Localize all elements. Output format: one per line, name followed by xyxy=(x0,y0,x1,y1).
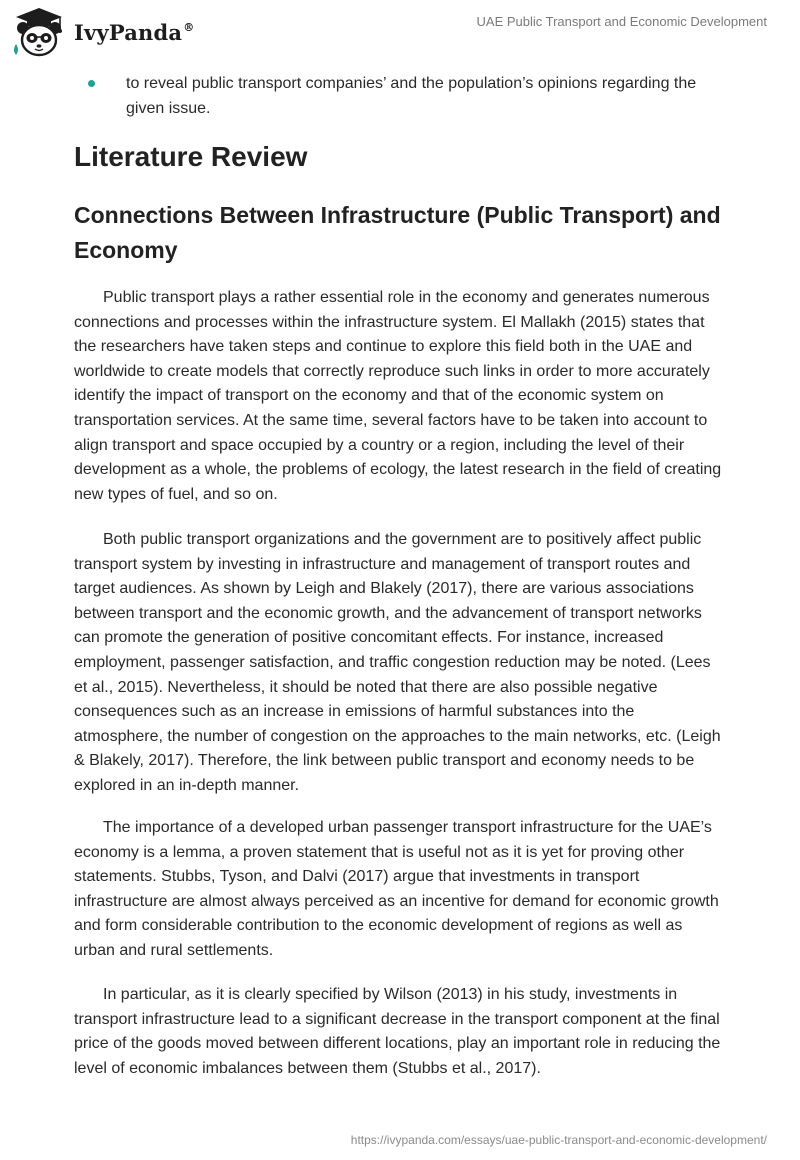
section-heading: Literature Review xyxy=(74,141,308,172)
source-url-link[interactable]: https://ivypanda.com/essays/uae-public-transport-and-economic-development/ xyxy=(350,1133,767,1147)
body-paragraph: Both public transport organizations and the government are to positively affect public transport system by investing in infrastructure and management of transport routes and target audiences. As shown by Leigh and Blakely (2017), there are various associations between transport and the economic growth, and the advancement of transport networks can promote the generation of positive concomitant effects. For instance, increased employment, passenger satisfaction, and traffic congestion reduction may be noted. (Lees et al., 2015). Nevertheless, it should be noted that there are also possible negative consequences such as an increase in emissions of harmful substances into the atmosphere, the number of congestion on the approaches to the main networks, etc. (Leigh & Blakely, 2017). Therefore, the link between public transport and economy needs to be explored in an in-depth manner. xyxy=(74,531,721,794)
page-header xyxy=(0,0,800,66)
list-item-text: to reveal public transport companies’ and the population’s opinions regarding the given issue. xyxy=(126,75,697,117)
panda-graduate-icon xyxy=(10,6,68,58)
ivypanda-logo[interactable] xyxy=(10,6,194,58)
document-title: UAE Public Transport and Economic Development xyxy=(476,14,767,29)
logo-wordmark: IvyPanda® xyxy=(74,19,195,45)
subsection-heading: Connections Between Infrastructure (Public Transport) and Economy xyxy=(74,202,721,263)
body-paragraph: The importance of a developed urban passenger transport infrastructure for the UAE’s economy is a lemma, a proven statement that is useful not as it is yet for proving other statements. Stubbs, Tyson, and Dalvi (2017) argue that investments in transport infrastructure are almost always perceived as an incentive for demand for economic growth and form considerable contribution to the economic development of regions as well as urban and rural settlements. xyxy=(74,819,719,959)
bullet-dot-icon xyxy=(88,80,95,87)
body-paragraph: Public transport plays a rather essential role in the economy and generates numerous connections and processes within the infrastructure system. El Mallakh (2015) states that the researchers have taken steps and continue to explore this field both in the UAE and worldwide to create models that correctly reproduce such links in order to more accurately identify the impact of transport on the economy and that of the economic system on transportation services. At the same time, several factors have to be taken into account to align transport and space occupied by a country or a region, including the level of their development as a whole, the problems of ecology, the latest research in the field of creating new types of fuel, and so on. xyxy=(74,289,722,503)
body-paragraph: In particular, as it is clearly specified by Wilson (2013) in his study, investments in transport infrastructure lead to a significant decrease in the transport component at the final price of the goods moved between different locations, play an important role in reducing the level of economic imbalances between them (Stubbs et al., 2017). xyxy=(74,986,721,1077)
